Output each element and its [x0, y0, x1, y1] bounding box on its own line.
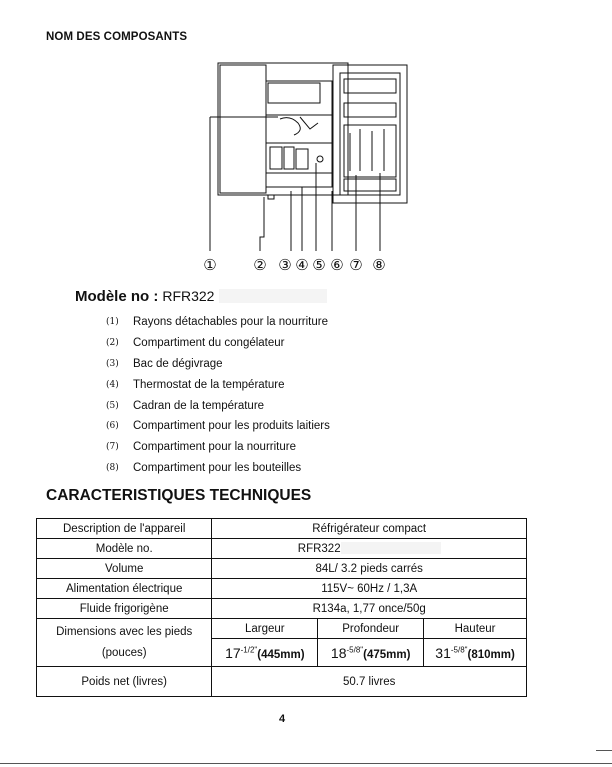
corner-mark: [596, 750, 612, 751]
section-title-specs: CARACTERISTIQUES TECHNIQUES: [46, 487, 312, 504]
list-item-number: (1): [106, 317, 119, 328]
list-item-number: (3): [106, 358, 119, 369]
depth-value: [318, 639, 424, 667]
dairy-compartment: [344, 79, 396, 93]
list-item-label: Thermostat de la température: [133, 378, 285, 391]
height-header: Hauteur: [424, 619, 527, 639]
width-whole: 17: [225, 644, 241, 661]
row-label: Description de l'appareil: [37, 519, 212, 539]
model-label: Modèle no :: [75, 288, 159, 305]
list-item-number: (5): [106, 400, 119, 411]
list-item-label: Compartiment du congélateur: [133, 337, 285, 350]
width-fraction: -1/2": [240, 644, 258, 654]
height-fraction: -5/8": [450, 644, 468, 654]
model-line: [75, 288, 327, 305]
height-value: [424, 639, 527, 667]
list-item-label: Compartiment pour les bouteilles: [133, 461, 302, 474]
depth-whole: 18: [330, 644, 347, 661]
redaction-box: [219, 289, 327, 303]
depth-header: Profondeur: [318, 619, 424, 639]
row-value: 84L/ 3.2 pieds carrés: [212, 559, 527, 579]
table-row: [37, 619, 527, 639]
list-item: [106, 333, 330, 354]
width-header: Largeur: [212, 619, 318, 639]
specs-table: [36, 518, 527, 697]
table-row: [37, 539, 527, 559]
callout-7: ⑦: [349, 256, 363, 274]
list-item-number: (6): [106, 421, 119, 432]
list-item-number: (2): [106, 338, 119, 349]
list-item-label: Bac de dégivrage: [133, 357, 223, 370]
list-item: [106, 374, 330, 395]
list-item-label: Cadran de la température: [133, 399, 265, 412]
table-row: [37, 579, 527, 599]
list-item-number: (8): [106, 462, 119, 473]
list-item: [106, 354, 330, 375]
dimensions-label-line1: Dimensions avec les pieds: [56, 625, 193, 638]
row-label: Poids net (livres): [37, 667, 212, 697]
height-whole: 31: [435, 644, 451, 661]
row-value: R134a, 1,77 once/50g: [212, 599, 527, 619]
row-label: Fluide frigorigène: [37, 599, 212, 619]
fridge-interior: [266, 81, 332, 187]
page-number: 4: [279, 713, 286, 725]
model-value: RFR322: [162, 288, 215, 304]
row-label: Modèle no.: [37, 539, 212, 559]
depth-mm: (475mm): [363, 648, 411, 661]
table-row: [37, 599, 527, 619]
parts-list: [106, 312, 330, 478]
redaction-box: [341, 542, 441, 554]
callout-6: ⑥: [330, 256, 344, 274]
callout-3: ③: [278, 256, 292, 274]
row-value: 50.7 livres: [212, 667, 527, 697]
row-value: [212, 539, 527, 559]
table-row: [37, 559, 527, 579]
callout-5: ⑤: [312, 256, 326, 274]
table-row: [37, 519, 527, 539]
callout-4: ④: [295, 256, 309, 274]
list-item: [106, 312, 330, 333]
row-value: Réfrigérateur compact: [212, 519, 527, 539]
row-value: 115V~ 60Hz / 1,3A: [212, 579, 527, 599]
list-item-number: (4): [106, 379, 119, 390]
height-mm: (810mm): [467, 648, 515, 661]
callout-2: ②: [253, 256, 267, 274]
dimensions-label-line2: (pouces): [101, 646, 147, 659]
list-item-number: (7): [106, 442, 119, 453]
list-item: [106, 395, 330, 416]
freezer-compartment: [268, 83, 320, 103]
fridge-diagram: [180, 55, 420, 277]
fridge-side-panel: [220, 65, 266, 193]
leader-line-2: [260, 197, 264, 251]
list-item: [106, 416, 330, 437]
table-row: [37, 667, 527, 697]
row-label: Alimentation électrique: [37, 579, 212, 599]
footer-divider: [0, 763, 612, 764]
depth-fraction: -5/8": [346, 644, 364, 654]
callout-1: ①: [203, 256, 217, 274]
model-number-value: RFR322: [297, 543, 341, 555]
width-mm: (445mm): [257, 648, 305, 661]
row-label: Volume: [37, 559, 212, 579]
list-item-label: Compartiment pour les produits laitiers: [133, 420, 330, 433]
section-title-components: NOM DES COMPOSANTS: [46, 31, 188, 43]
list-item: [106, 458, 330, 479]
list-item-label: Compartiment pour la nourriture: [133, 441, 296, 454]
bottle-compartment: [344, 125, 396, 177]
width-value: [212, 639, 318, 667]
callout-8: ⑧: [372, 256, 386, 274]
list-item: [106, 437, 330, 458]
list-item-label: Rayons détachables pour la nourriture: [133, 316, 328, 329]
dimensions-label: [37, 619, 212, 667]
